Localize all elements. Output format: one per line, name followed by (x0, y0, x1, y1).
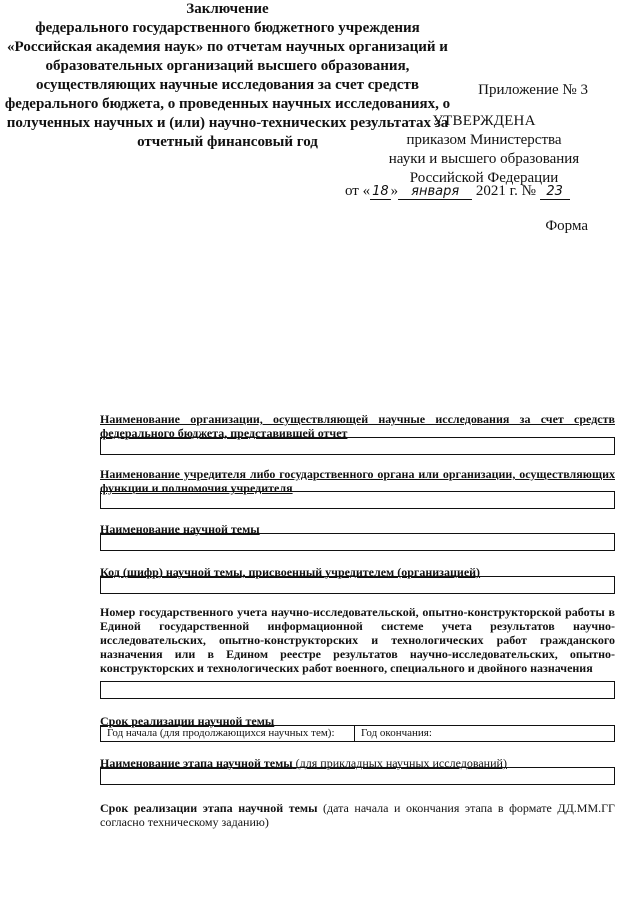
approved-title: УТВЕРЖДЕНА (432, 113, 536, 129)
approved-line: науки и высшего образования (388, 151, 580, 167)
period-end-label[interactable]: Год окончания: (361, 727, 432, 739)
topic-code-label: Код (шифр) научной темы, присвоенный учредителем (организацией) (100, 565, 481, 579)
period-start-label[interactable]: Год начала (для продолжающихся научных тем): (107, 727, 335, 739)
form-label: Форма (545, 218, 588, 234)
org-name-field[interactable] (100, 437, 615, 455)
period-dates-row (100, 725, 615, 742)
section-stage-period (100, 801, 615, 829)
title-first-line: Заключение (186, 1, 269, 17)
topic-code-field[interactable] (100, 576, 615, 594)
stage-name-note: (для прикладных научных исследований) (292, 756, 507, 770)
order-date-line (345, 183, 570, 200)
date-separator: » (390, 183, 399, 199)
org-name-label: Наименование организации, осуществляющей научные исследования за счет средств федерального бюджета, представившей отчет (100, 412, 615, 440)
stage-name-field[interactable] (100, 767, 615, 785)
period-label: Срок реализации научной темы (100, 714, 275, 728)
approved-line: Российской Федерации (409, 170, 559, 186)
registration-label: Номер государственного учета научно-исследовательской, опытно-конструкторской работы в Единой государственной информационной системе учета результатов научно-исследовательских, опытно-конструкторских и технологических работ гражданского назначения или в Едином реестре результатов научно-исследовательских, опытно-конструкторских и технологических работ военного, специального и двойного назначения (100, 605, 615, 675)
registration-field[interactable] (100, 681, 615, 699)
period-divider (354, 726, 355, 741)
appendix-number: Приложение № 3 (478, 82, 588, 98)
date-day: 18 (372, 184, 389, 199)
date-month: января (398, 184, 472, 200)
topic-name-field[interactable] (100, 533, 615, 551)
approval-block (384, 112, 584, 188)
stage-period-bold: Срок реализации этапа научной темы (100, 801, 318, 815)
section-org-name (100, 412, 615, 440)
founder-label: Наименование учредителя либо государственного органа или организации, осуществляющих функции и полномочия учредителя (100, 467, 615, 495)
stage-period-label (100, 801, 615, 829)
topic-name-label: Наименование научной темы (100, 522, 260, 536)
order-number: 23 (540, 184, 570, 200)
date-prefix: от « (345, 183, 371, 199)
date-year: 2021 г. № (475, 183, 536, 199)
stage-period-note: (дата начала и окончания этапа в формате ДД.ММ.ГГ согласно техническому заданию) (100, 801, 615, 829)
title-body: федерального государственного бюджетного учреждения «Российская академия наук» по отчетам научных организаций и образовательных организаций высшего образования, осуществляющих научные исследования за счет средств федерального бюджета, о проведенных научных исследованиях, о полученных научных и (или) научно-технических результатах за отчетный финансовый год (4, 20, 451, 150)
founder-field[interactable] (100, 491, 615, 509)
approved-line: приказом Министерства (406, 132, 562, 148)
section-registration (100, 605, 615, 675)
stage-name-bold: Наименование этапа научной темы (100, 756, 293, 770)
